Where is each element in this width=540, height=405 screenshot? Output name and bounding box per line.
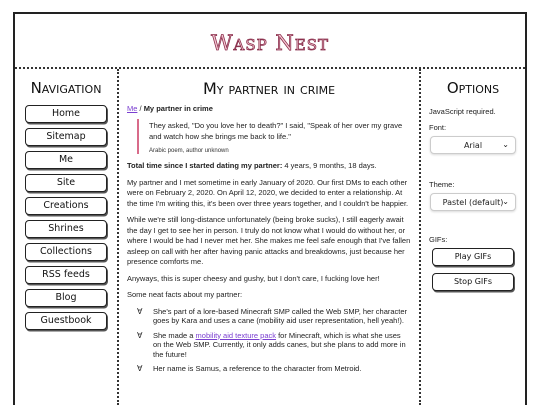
fact-text: Her name is Samus, a reference to the character from Metroid. [153,364,362,373]
nav-me-button[interactable]: Me [25,151,107,169]
page-title: My partner in crime [202,79,336,98]
chevron-down-icon: ⌄ [502,197,509,206]
navigation-sidebar [15,69,119,405]
navigation-heading: Navigation [30,79,102,97]
list-item [137,307,411,326]
quote-text: They asked, "Do you love her to death?" I said, "Speak of her over my grave and watch how she brings me back to life." [149,121,403,141]
font-label: Font: [429,123,447,132]
javascript-note: JavaScript required. [429,107,496,116]
chevron-down-icon: ⌄ [502,140,509,149]
nav-sitemap-button[interactable]: Sitemap [25,128,107,146]
timer-label: Total time since I started dating my partner: [127,161,283,170]
play-gifs-button[interactable]: Play GIFs [432,248,514,266]
breadcrumb-me-link[interactable]: Me [127,104,138,113]
breadcrumb [127,104,411,113]
texture-pack-link[interactable]: mobility aid texture pack [195,330,276,340]
columns [15,69,525,405]
quote-citation: Arabic poem, author unknown [149,148,229,154]
font-select-value: Arial [463,140,483,150]
page-frame [13,12,527,405]
fact-text: She's part of a lore-based Minecraft SMP called the Web SMP, her character goes by Kara and uses a cane (mobility aid user representation, hell yeah!). [153,306,408,325]
paragraph-how-we-met: My partner and I met sometime in early January of 2020. Our first DMs to each other were on February 2, 2020. On April 12, 2020, we decided to enter a relationship. At the time I'm writing this, it's been over three years together, and I couldn't be happier. [127,177,409,208]
timer-value: 4 years, 9 months, 18 days. [282,161,377,170]
paragraph-love: Anyways, this is super cheesy and gushy, but I don't care, I fucking love her! [127,273,380,283]
gifs-label: GIFs: [429,235,448,244]
site-title[interactable]: Wasp Nest [210,31,330,55]
main-content [119,69,421,405]
nav-rss-feeds-button[interactable]: RSS feeds [25,266,107,284]
options-sidebar [421,69,525,405]
forall-bullet-icon: ∀ [137,330,143,340]
nav-collections-button[interactable]: Collections [25,243,107,261]
font-select[interactable] [430,136,516,154]
theme-select[interactable] [430,193,516,211]
nav-shrines-button[interactable]: Shrines [25,220,107,238]
nav-home-button[interactable]: Home [25,105,107,123]
list-item [137,331,411,360]
nav-creations-button[interactable]: Creations [25,197,107,215]
nav-site-button[interactable]: Site [25,174,107,192]
facts-list [127,307,411,374]
paragraph-facts-intro: Some neat facts about my partner: [127,290,243,299]
stop-gifs-button[interactable]: Stop GIFs [432,273,514,291]
site-header [15,14,525,69]
breadcrumb-separator: / [137,104,144,113]
theme-select-value: Pastel (default) [442,197,504,207]
poem-quote [137,119,411,154]
nav-list [15,105,117,330]
nav-guestbook-button[interactable]: Guestbook [25,312,107,330]
list-item [137,364,411,374]
relationship-timer [127,161,411,172]
forall-bullet-icon: ∀ [137,306,143,316]
theme-label: Theme: [429,180,455,189]
nav-blog-button[interactable]: Blog [25,289,107,307]
forall-bullet-icon: ∀ [137,364,143,373]
paragraph-long-distance: While we're still long-distance unfortunately (being broke sucks), I still eagerly await the day I get to see her in person. I truly do not know what I would do without her, or where I would be had I never met her. She makes me feel safe enough that I've fallen asleep on call with her after having panic attacks and breakdowns, just because her presence comforts me. [127,215,411,266]
options-heading: Options [446,79,500,97]
fact-text: She made a mobility aid texture pack for Minecraft, which is what she uses on the Web SMP. Currently, it only adds canes, but she plans to add more in the future! [153,330,406,359]
breadcrumb-current: My partner in crime [143,104,213,113]
